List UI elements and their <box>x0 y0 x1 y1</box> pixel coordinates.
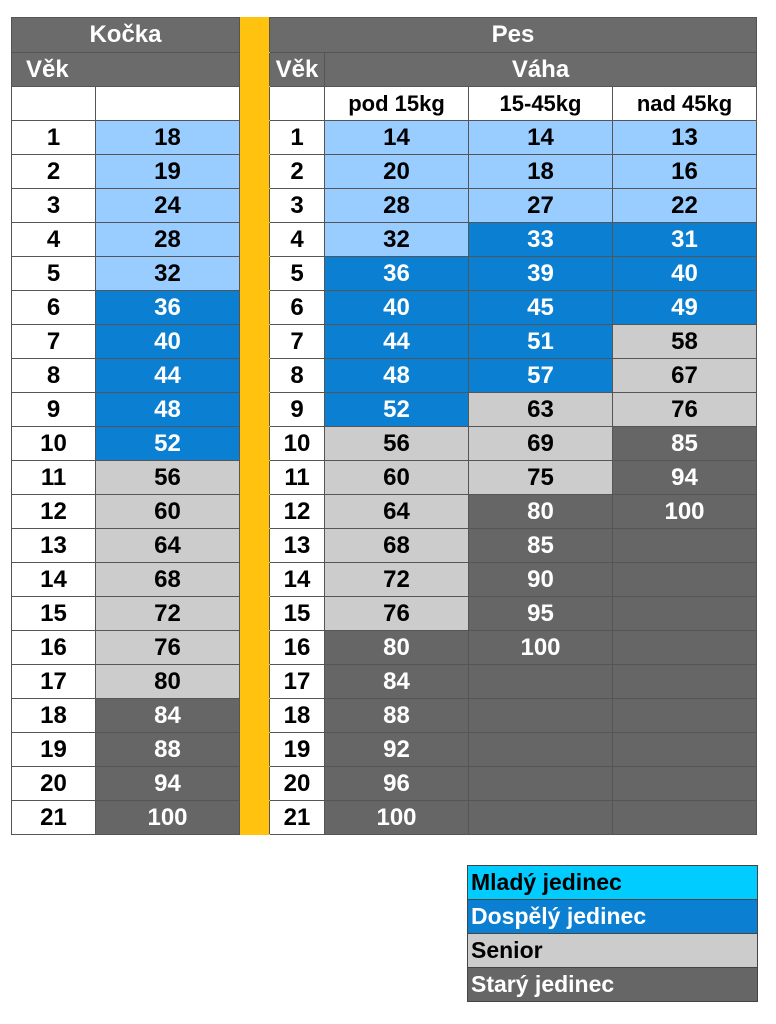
separator-cell <box>240 53 270 87</box>
dog-age-cell: 6 <box>270 291 325 325</box>
cat-header: Kočka <box>12 18 240 53</box>
legend-young: Mladý jedinec <box>468 866 757 900</box>
dog-large-cell: 13 <box>613 121 757 155</box>
dog-medium-cell: 80 <box>469 495 613 529</box>
cat-human-age-cell: 32 <box>96 257 240 291</box>
dog-large-cell <box>613 665 757 699</box>
table-row <box>12 801 757 835</box>
dog-medium-cell: 90 <box>469 563 613 597</box>
dog-age-cell: 10 <box>270 427 325 461</box>
cat-human-age-cell: 84 <box>96 699 240 733</box>
dog-small-cell: 60 <box>325 461 469 495</box>
separator-cell <box>240 291 270 325</box>
dog-medium-cell: 33 <box>469 223 613 257</box>
separator-cell <box>240 325 270 359</box>
separator-cell <box>240 359 270 393</box>
table-row <box>12 325 757 359</box>
dog-age-cell: 13 <box>270 529 325 563</box>
cat-human-age-cell: 100 <box>96 801 240 835</box>
dog-age-cell: 1 <box>270 121 325 155</box>
dog-large-cell: 16 <box>613 155 757 189</box>
dog-medium-cell: 95 <box>469 597 613 631</box>
cat-age-cell: 11 <box>12 461 96 495</box>
dog-large-cell: 22 <box>613 189 757 223</box>
cat-age-cell: 1 <box>12 121 96 155</box>
cat-age-cell: 2 <box>12 155 96 189</box>
dog-small-cell: 64 <box>325 495 469 529</box>
separator-cell <box>240 529 270 563</box>
dog-large-cell <box>613 597 757 631</box>
dog-age-cell: 8 <box>270 359 325 393</box>
dog-age-cell: 4 <box>270 223 325 257</box>
cat-human-age-cell: 76 <box>96 631 240 665</box>
table-row <box>12 121 757 155</box>
cat-age-cell: 9 <box>12 393 96 427</box>
weight-header: Váha <box>325 53 757 87</box>
dog-header: Pes <box>270 18 757 53</box>
dog-age-cell: 5 <box>270 257 325 291</box>
dog-large-cell: 31 <box>613 223 757 257</box>
dog-large-cell: 67 <box>613 359 757 393</box>
dog-large-cell <box>613 631 757 665</box>
cat-human-age-cell: 72 <box>96 597 240 631</box>
dog-large-cell <box>613 699 757 733</box>
table-row <box>12 767 757 801</box>
dog-small-cell: 44 <box>325 325 469 359</box>
weight-class-medium: 15-45kg <box>469 87 613 121</box>
separator-cell <box>240 121 270 155</box>
separator-cell <box>240 767 270 801</box>
dog-medium-cell: 75 <box>469 461 613 495</box>
legend-old: Starý jedinec <box>468 968 757 1002</box>
cat-age-cell: 18 <box>12 699 96 733</box>
dog-small-cell: 68 <box>325 529 469 563</box>
cat-age-cell: 10 <box>12 427 96 461</box>
dog-small-cell: 100 <box>325 801 469 835</box>
separator-cell <box>240 87 270 121</box>
table-row <box>12 495 757 529</box>
separator-cell <box>240 427 270 461</box>
separator-cell <box>240 699 270 733</box>
cat-age-cell: 7 <box>12 325 96 359</box>
cat-age-cell: 6 <box>12 291 96 325</box>
dog-medium-cell <box>469 699 613 733</box>
dog-medium-cell <box>469 665 613 699</box>
table-row <box>12 699 757 733</box>
table-row <box>12 291 757 325</box>
legend <box>467 865 758 1002</box>
dog-large-cell: 76 <box>613 393 757 427</box>
cat-human-age-cell: 28 <box>96 223 240 257</box>
legend-senior: Senior <box>468 934 757 968</box>
cat-human-age-cell: 52 <box>96 427 240 461</box>
separator-cell <box>240 189 270 223</box>
cat-age-cell: 16 <box>12 631 96 665</box>
cat-human-age-cell: 64 <box>96 529 240 563</box>
dog-age-cell: 12 <box>270 495 325 529</box>
table-row <box>12 189 757 223</box>
dog-medium-cell: 69 <box>469 427 613 461</box>
cat-human-age-cell: 19 <box>96 155 240 189</box>
dog-medium-cell: 14 <box>469 121 613 155</box>
dog-large-cell: 85 <box>613 427 757 461</box>
cat-age-cell: 20 <box>12 767 96 801</box>
dog-medium-cell: 100 <box>469 631 613 665</box>
cat-age-cell: 4 <box>12 223 96 257</box>
cat-human-age-cell: 94 <box>96 767 240 801</box>
dog-medium-cell: 27 <box>469 189 613 223</box>
dog-large-cell: 49 <box>613 291 757 325</box>
cat-age-cell: 5 <box>12 257 96 291</box>
separator-cell <box>240 393 270 427</box>
dog-age-cell: 7 <box>270 325 325 359</box>
cat-age-cell: 14 <box>12 563 96 597</box>
cat-age-cell: 3 <box>12 189 96 223</box>
separator-cell <box>240 495 270 529</box>
dog-age-cell: 18 <box>270 699 325 733</box>
dog-age-cell: 9 <box>270 393 325 427</box>
separator-cell <box>240 801 270 835</box>
dog-small-cell: 14 <box>325 121 469 155</box>
dog-age-cell: 14 <box>270 563 325 597</box>
table-row <box>12 563 757 597</box>
dog-medium-cell: 63 <box>469 393 613 427</box>
separator-cell <box>240 18 270 53</box>
dog-small-cell: 76 <box>325 597 469 631</box>
dog-age-cell: 2 <box>270 155 325 189</box>
cat-human-age-cell: 88 <box>96 733 240 767</box>
header-row-species <box>12 18 757 53</box>
cat-age-cell: 15 <box>12 597 96 631</box>
table-row <box>12 257 757 291</box>
dog-age-cell: 3 <box>270 189 325 223</box>
cat-human-age-cell: 68 <box>96 563 240 597</box>
age-conversion-table <box>11 17 757 835</box>
separator-cell <box>240 223 270 257</box>
table-row <box>12 597 757 631</box>
cat-human-age-cell: 80 <box>96 665 240 699</box>
dog-small-cell: 48 <box>325 359 469 393</box>
table-row <box>12 393 757 427</box>
header-row-age-weight <box>12 53 757 87</box>
dog-large-cell <box>613 801 757 835</box>
dog-small-cell: 32 <box>325 223 469 257</box>
table-row <box>12 631 757 665</box>
dog-large-cell: 58 <box>613 325 757 359</box>
separator-cell <box>240 257 270 291</box>
table-row <box>12 733 757 767</box>
cat-human-age-cell: 44 <box>96 359 240 393</box>
dog-small-cell: 28 <box>325 189 469 223</box>
dog-large-cell <box>613 733 757 767</box>
empty-cell <box>270 87 325 121</box>
dog-large-cell: 40 <box>613 257 757 291</box>
legend-adult: Dospělý jedinec <box>468 900 757 934</box>
dog-large-cell: 94 <box>613 461 757 495</box>
dog-age-cell: 20 <box>270 767 325 801</box>
cat-human-age-cell: 24 <box>96 189 240 223</box>
dog-age-cell: 17 <box>270 665 325 699</box>
dog-small-cell: 80 <box>325 631 469 665</box>
dog-small-cell: 88 <box>325 699 469 733</box>
cat-age-cell: 8 <box>12 359 96 393</box>
cat-age-cell: 17 <box>12 665 96 699</box>
empty-cell <box>12 87 96 121</box>
separator-cell <box>240 733 270 767</box>
cat-age-header: Věk <box>12 53 240 87</box>
dog-small-cell: 92 <box>325 733 469 767</box>
header-row-weight-classes <box>12 87 757 121</box>
weight-class-large: nad 45kg <box>613 87 757 121</box>
dog-medium-cell: 18 <box>469 155 613 189</box>
dog-medium-cell: 57 <box>469 359 613 393</box>
dog-medium-cell <box>469 733 613 767</box>
dog-medium-cell: 85 <box>469 529 613 563</box>
dog-small-cell: 52 <box>325 393 469 427</box>
dog-age-cell: 16 <box>270 631 325 665</box>
dog-age-cell: 21 <box>270 801 325 835</box>
dog-medium-cell <box>469 801 613 835</box>
table-row <box>12 155 757 189</box>
dog-small-cell: 20 <box>325 155 469 189</box>
cat-age-cell: 13 <box>12 529 96 563</box>
cat-human-age-cell: 48 <box>96 393 240 427</box>
dog-small-cell: 36 <box>325 257 469 291</box>
cat-human-age-cell: 36 <box>96 291 240 325</box>
dog-medium-cell: 45 <box>469 291 613 325</box>
dog-large-cell <box>613 529 757 563</box>
table-row <box>12 223 757 257</box>
separator-cell <box>240 631 270 665</box>
table-row <box>12 529 757 563</box>
table-row <box>12 665 757 699</box>
cat-human-age-cell: 56 <box>96 461 240 495</box>
cat-human-age-cell: 60 <box>96 495 240 529</box>
dog-age-cell: 11 <box>270 461 325 495</box>
cat-age-cell: 19 <box>12 733 96 767</box>
dog-medium-cell: 39 <box>469 257 613 291</box>
dog-large-cell: 100 <box>613 495 757 529</box>
table-row <box>12 461 757 495</box>
cat-age-cell: 12 <box>12 495 96 529</box>
table-row <box>12 427 757 461</box>
dog-medium-cell: 51 <box>469 325 613 359</box>
dog-large-cell <box>613 563 757 597</box>
separator-cell <box>240 563 270 597</box>
dog-medium-cell <box>469 767 613 801</box>
dog-small-cell: 56 <box>325 427 469 461</box>
table-row <box>12 359 757 393</box>
dog-age-cell: 19 <box>270 733 325 767</box>
dog-age-cell: 15 <box>270 597 325 631</box>
separator-cell <box>240 597 270 631</box>
cat-age-cell: 21 <box>12 801 96 835</box>
dog-large-cell <box>613 767 757 801</box>
dog-small-cell: 72 <box>325 563 469 597</box>
cat-human-age-cell: 18 <box>96 121 240 155</box>
weight-class-small: pod 15kg <box>325 87 469 121</box>
separator-cell <box>240 665 270 699</box>
dog-small-cell: 40 <box>325 291 469 325</box>
separator-cell <box>240 155 270 189</box>
empty-cell <box>96 87 240 121</box>
dog-age-header: Věk <box>270 53 325 87</box>
dog-small-cell: 84 <box>325 665 469 699</box>
separator-cell <box>240 461 270 495</box>
cat-human-age-cell: 40 <box>96 325 240 359</box>
dog-small-cell: 96 <box>325 767 469 801</box>
